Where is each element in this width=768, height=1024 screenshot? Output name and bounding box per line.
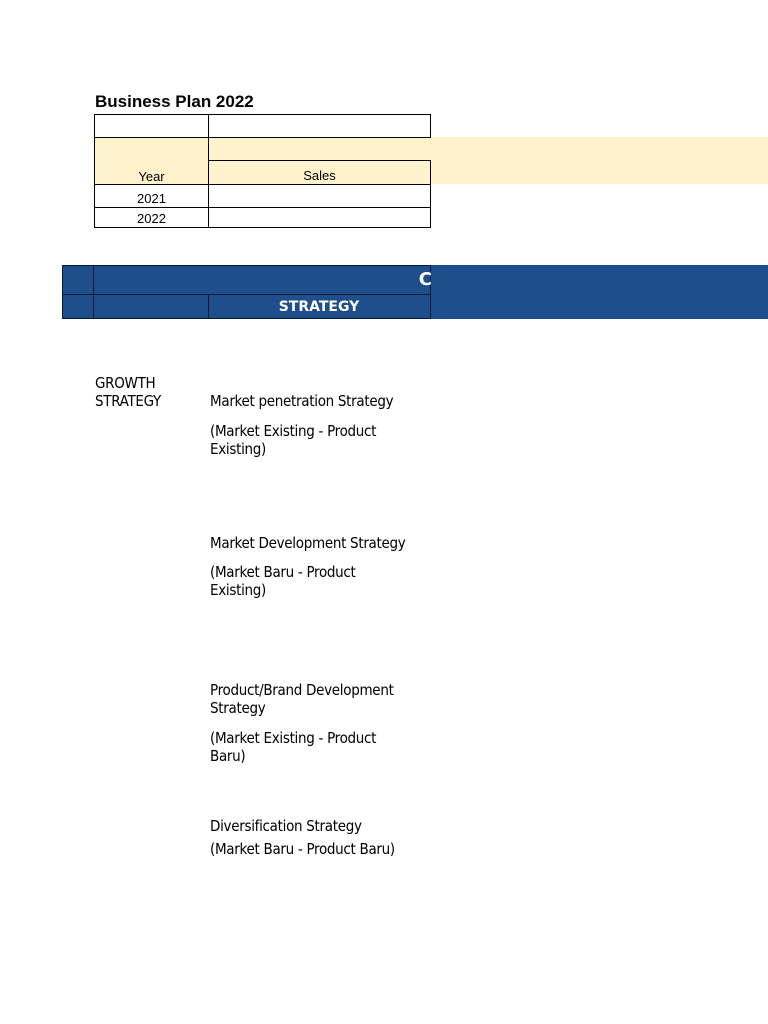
header-grid-line <box>62 265 63 319</box>
header-grid-line <box>93 265 94 319</box>
table-row-year[interactable] <box>94 207 209 228</box>
table-row-sales[interactable] <box>208 207 431 228</box>
year-value: 2022 <box>137 211 166 226</box>
table-row-sales[interactable] <box>208 184 431 208</box>
year-header: Year <box>138 169 165 184</box>
strategy-name: Product/Brand Development Strategy <box>210 681 394 717</box>
table-cell-blank[interactable] <box>208 114 431 138</box>
table-cell-blank[interactable] <box>94 114 209 138</box>
sales-header-cell[interactable] <box>208 160 431 185</box>
page-title: Business Plan 2022 <box>95 92 254 111</box>
sales-header: Sales <box>303 168 336 183</box>
strategy-name: Market penetration Strategy <box>210 392 394 410</box>
strategy-column-header: STRATEGY <box>278 299 360 315</box>
year-header-cell[interactable] <box>94 137 209 185</box>
table-row-year[interactable] <box>94 184 209 208</box>
strategy-name: Market Development Strategy <box>210 534 406 552</box>
growth-strategy-label: GROWTH STRATEGY <box>95 374 161 410</box>
year-value: 2021 <box>137 191 166 206</box>
strategy-name: Diversification Strategy <box>210 817 362 835</box>
strategy-detail: (Market Existing - Product Existing) <box>210 422 377 458</box>
strategy-detail: (Market Existing - Product Baru) <box>210 729 377 765</box>
strategy-title-partial: C <box>418 269 432 290</box>
header-grid-line <box>62 265 431 266</box>
strategy-detail: (Market Baru - Product Baru) <box>210 840 395 858</box>
strategy-detail: (Market Baru - Product Existing) <box>210 563 356 599</box>
